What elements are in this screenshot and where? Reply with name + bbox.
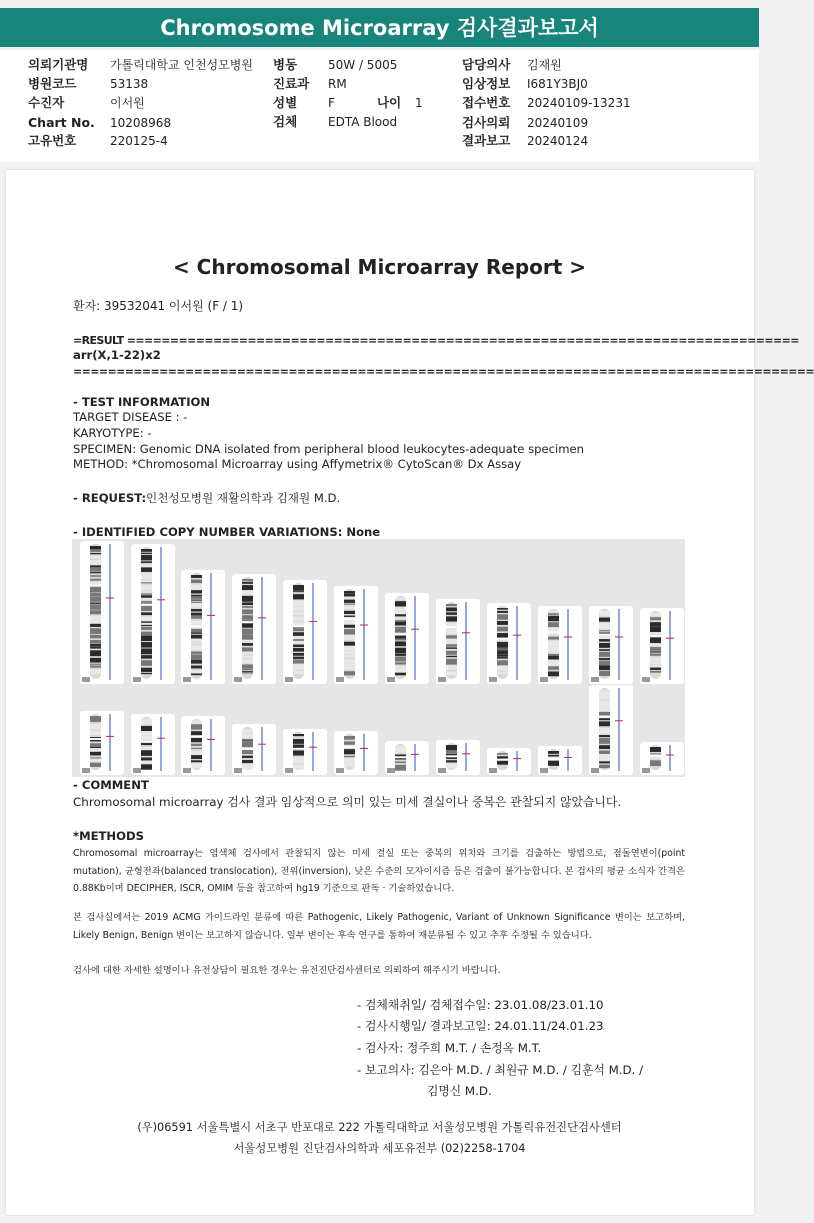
- chromosome-7: [385, 593, 429, 684]
- chromosome-2: [131, 544, 175, 684]
- result-footer: ======================================================================================: [73, 365, 814, 378]
- chromosome-5: [283, 580, 327, 684]
- chromosome-12: [640, 608, 684, 684]
- chromosome-9: [487, 603, 531, 684]
- footer-address: (우)06591 서울특별시 서초구 반포대로 222 가톨릭대학교 서울성모병원 가톨릭유전진단검사센터: [137, 1121, 622, 1134]
- label-department: 진료과: [273, 76, 310, 91]
- chromosome-13: [80, 711, 124, 775]
- chromosome-17: [283, 729, 327, 775]
- comment-text: Chromosomal microarray 검사 결과 임상적으로 의미 있는 미세 결실이나 중복은 관찰되지 않았습니다.: [73, 795, 622, 809]
- chromosome-19: [385, 741, 429, 775]
- specimen: SPECIMEN: Genomic DNA isolated from peripheral blood leukocytes-adequate specimen: [73, 442, 585, 456]
- value-ward: 50W / 5005: [328, 58, 398, 72]
- chromosome-15: [181, 716, 225, 775]
- value-unique-no: 220125-4: [110, 134, 168, 148]
- label-patient: 수진자: [28, 95, 65, 110]
- technologists: - 검사자: 정주희 M.T. / 손정옥 M.T.: [357, 1041, 542, 1055]
- report-title-bar: [0, 8, 759, 47]
- label-institution: 의뢰기관명: [28, 57, 89, 72]
- footer-department: 서울성모병원 진단검사의학과 세포유전부 (02)2258-1704: [233, 1142, 526, 1155]
- methods-paragraph-3: 검사에 대한 자세한 설명이나 유전상담이 필요한 경우는 유전진단검사센터로 의뢰하여 해주시기 바랍니다.: [73, 965, 501, 976]
- target-disease: TARGET DISEASE : -: [73, 410, 188, 424]
- patient-line: 환자: 39532041 이서원 (F / 1): [73, 299, 244, 313]
- reporting-physicians: - 보고의사: 김은아 M.D. / 최원규 M.D. / 김훈석 M.D. /: [357, 1063, 644, 1077]
- chromosome-16: [232, 724, 276, 775]
- chromosome-X: [589, 685, 633, 775]
- methods-paragraph-2: 본 검사실에서는 2019 ACMG 가이드라인 분류에 따른 Pathogenic, Likely Pathogenic, Variant of Unknown Significance 변이는 보고하며, Likely Benign, Benign 변이는 보고하지 않습니다. 일부 변이는 후속 연구를 통하여 재분류될 수 있고 추후 수정될 수 있습니다.: [73, 912, 685, 941]
- value-accession-no: 20240109-13231: [527, 96, 631, 110]
- label-age: 나이: [377, 95, 402, 110]
- collection-dates: - 검체채취일/ 검체접수일: 23.01.08/23.01.10: [357, 998, 604, 1012]
- value-report-date: 20240124: [527, 134, 589, 148]
- value-specimen: EDTA Blood: [328, 115, 398, 129]
- value-patient: 이서원: [110, 96, 145, 110]
- karyotype: KARYOTYPE: -: [73, 426, 152, 440]
- chromosome-10: [538, 606, 582, 684]
- chromosome-Y: [640, 742, 684, 775]
- label-chart-no: Chart No.: [28, 115, 95, 130]
- chromosome-22: [538, 746, 582, 775]
- chromosome-14: [131, 714, 175, 775]
- label-hospital-code: 병원코드: [28, 76, 77, 91]
- test-dates: - 검사시행일/ 결과보고일: 24.01.11/24.01.23: [357, 1019, 604, 1033]
- result-value: arr(X,1-22)x2: [73, 348, 161, 362]
- test-info-title: - TEST INFORMATION: [73, 395, 211, 409]
- report-title: Chromosome Microarray 검사결과보고서: [160, 16, 599, 40]
- label-accession-no: 접수번호: [462, 95, 511, 110]
- value-age: 1: [415, 96, 423, 110]
- report-heading: < Chromosomal Microarray Report >: [172, 255, 587, 279]
- chromosome-21: [487, 748, 531, 775]
- chromosome-1: [80, 541, 124, 684]
- method: METHOD: *Chromosomal Microarray using Affymetrix® CytoScan® Dx Assay: [73, 457, 522, 471]
- reporting-physicians-cont: 김명신 M.D.: [427, 1084, 492, 1098]
- value-hospital-code: 53138: [110, 77, 149, 91]
- result-header: =RESULT ==============================================================================: [73, 334, 799, 347]
- methods-title: *METHODS: [73, 829, 144, 843]
- value-department: RM: [328, 77, 347, 91]
- request-value: 인천성모병원 재활의학과 김재원 M.D.: [146, 491, 341, 505]
- chromosome-3: [181, 570, 225, 684]
- label-sex: 성별: [273, 95, 298, 110]
- label-unique-no: 고유번호: [28, 133, 77, 148]
- value-physician: 김재원: [527, 58, 562, 72]
- value-clinical-info: I681Y3BJ0: [527, 77, 588, 91]
- label-clinical-info: 임상정보: [462, 76, 511, 91]
- value-sex: F: [328, 96, 335, 110]
- karyogram-panel: [72, 539, 685, 777]
- chromosome-18: [334, 731, 378, 775]
- cnv-title: - IDENTIFIED COPY NUMBER VARIATIONS: None: [73, 525, 381, 539]
- patient-header: [0, 50, 759, 162]
- request-label: - REQUEST:: [73, 491, 147, 505]
- chromosome-4: [232, 574, 276, 684]
- value-request-date: 20240109: [527, 116, 589, 130]
- chromosome-20: [436, 740, 480, 775]
- methods-paragraph-1: Chromosomal microarray는 염색체 검사에서 관찰되지 않는 미세 결실 또는 중복의 위치와 크기를 검출하는 방법으로, 점돌연변이(point mutation), 균형전좌(balanced translocation), 전위(inversion), 낮은 수준의 모자이시즘 등은 검출이 불가능합니다. 본 검사의 평균 소식자 간격은 0.88Kb이며 DECIPHER, ISCR, OMIM 등을 참고하여 hg19 기준으로 판독 · 기술하였습니다.: [73, 848, 685, 894]
- label-report-date: 결과보고: [462, 133, 511, 148]
- comment-title: - COMMENT: [73, 778, 149, 792]
- value-institution: 가톨릭대학교 인천성모병원: [110, 58, 253, 72]
- label-ward: 병동: [273, 57, 298, 72]
- label-specimen: 검체: [273, 114, 298, 129]
- label-physician: 담당의사: [462, 57, 511, 72]
- chromosome-6: [334, 586, 378, 684]
- label-request-date: 검사의뢰: [462, 115, 511, 130]
- value-chart-no: 10208968: [110, 116, 172, 130]
- karyogram-image: [72, 539, 685, 777]
- chromosome-8: [436, 599, 480, 684]
- chromosome-11: [589, 606, 633, 684]
